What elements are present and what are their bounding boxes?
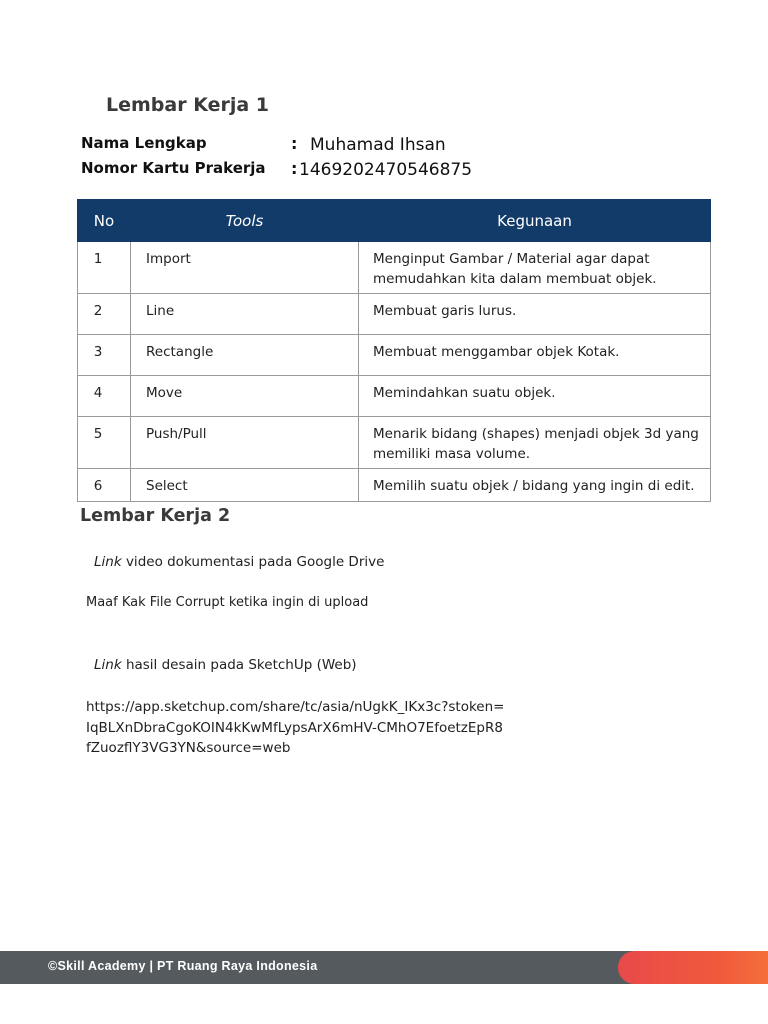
video-link-word: Link — [94, 554, 122, 570]
row-tool: Rectangle — [131, 335, 359, 376]
design-link-heading — [94, 657, 357, 673]
row-number: 3 — [78, 335, 131, 376]
table-row — [78, 242, 711, 294]
footer-copyright: ©Skill Academy | PT Ruang Raya Indonesia — [48, 959, 318, 973]
footer-accent-shape — [618, 951, 768, 984]
table-row — [78, 294, 711, 335]
row-number: 1 — [78, 242, 131, 294]
row-usage: Memilih suatu objek / bidang yang ingin di edit. — [359, 469, 711, 502]
header-no: No — [78, 200, 131, 242]
video-note: Maaf Kak File Corrupt ketika ingin di upload — [86, 595, 369, 610]
name-label: Nama Lengkap — [81, 134, 207, 152]
row-usage: Membuat menggambar objek Kotak. — [359, 335, 711, 376]
table-row — [78, 376, 711, 417]
card-colon: : — [291, 159, 298, 178]
video-link-heading — [94, 554, 384, 570]
design-link-text: hasil desain pada SketchUp (Web) — [121, 657, 357, 673]
row-usage: Memindahkan suatu objek. — [359, 376, 711, 417]
name-value: Muhamad Ihsan — [310, 135, 446, 155]
video-link-text: video dokumentasi pada Google Drive — [121, 554, 385, 570]
card-label: Nomor Kartu Prakerja — [81, 159, 266, 177]
row-tool: Move — [131, 376, 359, 417]
row-tool: Import — [131, 242, 359, 294]
card-value: 1469202470546875 — [299, 160, 473, 180]
header-kegunaan: Kegunaan — [359, 200, 711, 242]
design-url[interactable]: https://app.sketchup.com/share/tc/asia/nUgkK_IKx3c?stoken=IqBLXnDbraCgoKOIN4kKwMfLypsArX6mHV-CMhO7EfoetzEpR8fZuozflY3VG3YN&source=web — [86, 699, 505, 756]
header-tools: Tools — [131, 200, 359, 242]
worksheet-2-title: Lembar Kerja 2 — [80, 506, 231, 526]
table-row — [78, 417, 711, 469]
name-colon: : — [291, 134, 298, 153]
table-header-row — [78, 200, 711, 242]
row-tool: Line — [131, 294, 359, 335]
worksheet-1-title: Lembar Kerja 1 — [106, 94, 270, 116]
row-tool: Push/Pull — [131, 417, 359, 469]
row-number: 5 — [78, 417, 131, 469]
row-number: 2 — [78, 294, 131, 335]
row-usage: Menginput Gambar / Material agar dapat memudahkan kita dalam membuat objek. — [359, 242, 711, 294]
row-tool: Select — [131, 469, 359, 502]
row-number: 4 — [78, 376, 131, 417]
row-usage: Menarik bidang (shapes) menjadi objek 3d yang memiliki masa volume. — [359, 417, 711, 469]
footer-bar — [0, 951, 768, 984]
table-row — [78, 335, 711, 376]
row-usage: Membuat garis lurus. — [359, 294, 711, 335]
row-number: 6 — [78, 469, 131, 502]
table-row — [78, 469, 711, 502]
tools-table — [77, 199, 711, 502]
design-link-word: Link — [94, 657, 122, 673]
